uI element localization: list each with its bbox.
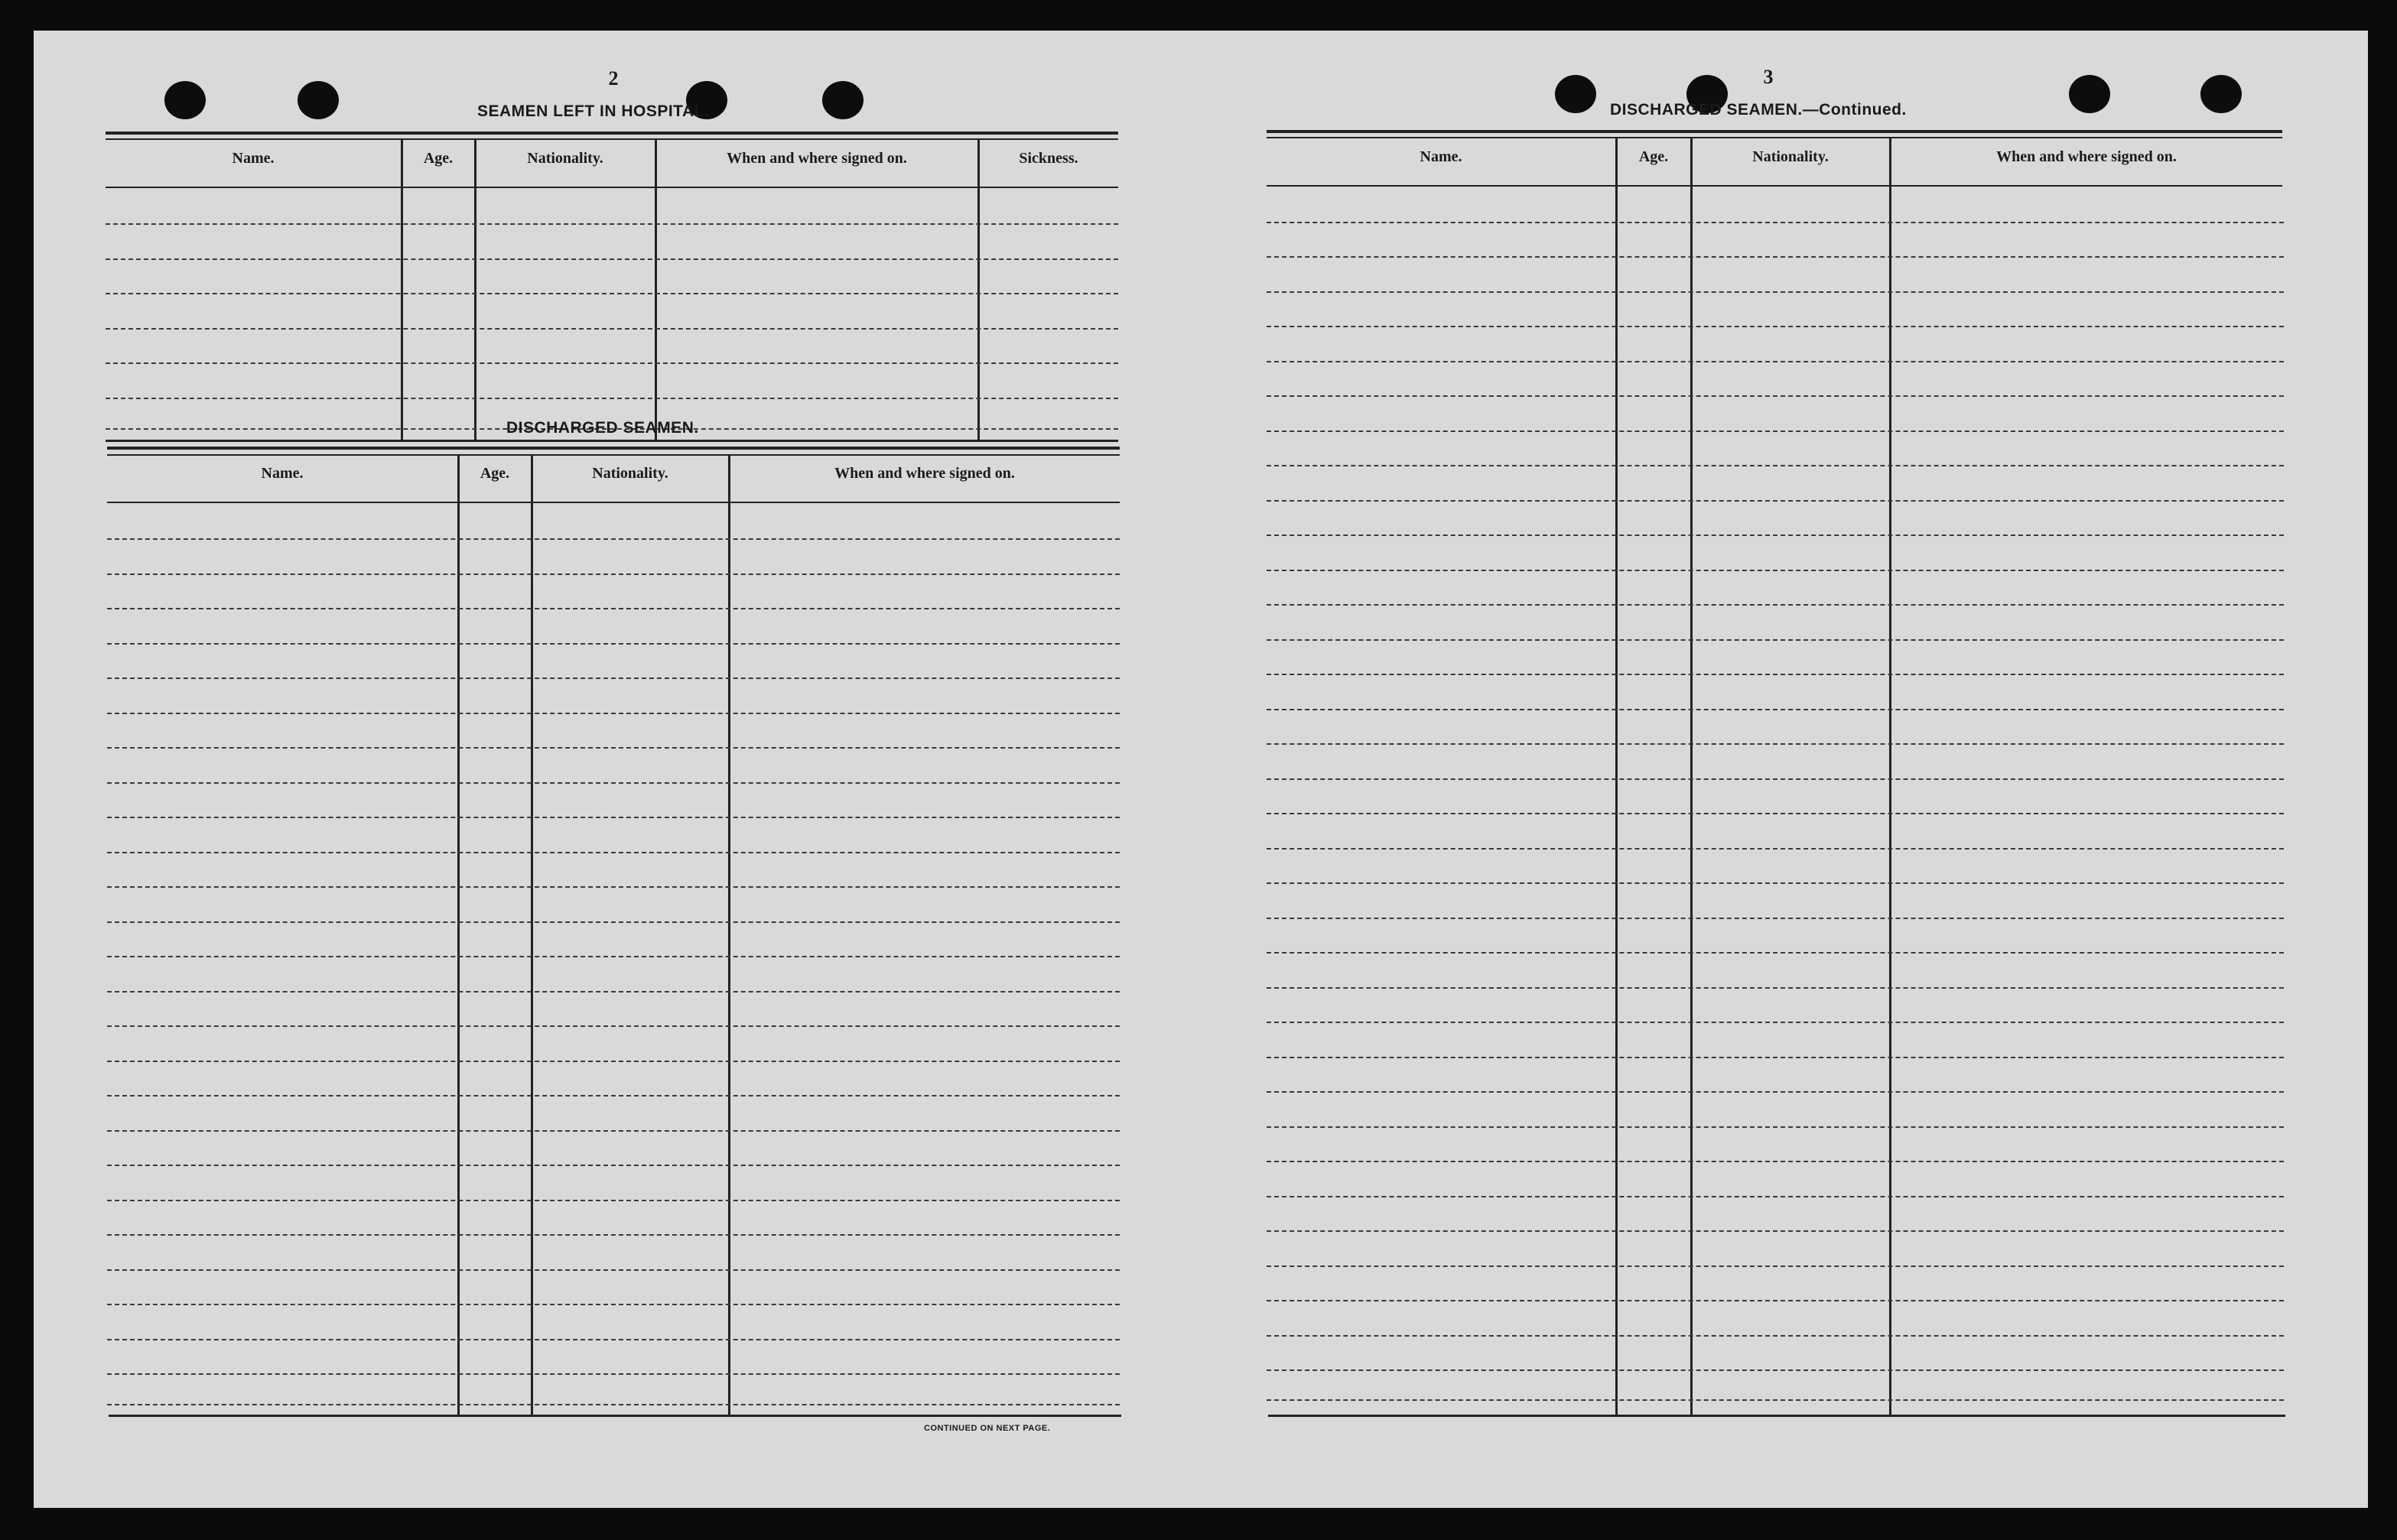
- form-sheet: [34, 31, 2368, 1508]
- punch-hole: [1555, 75, 1596, 113]
- hospital-col-sickness: Sickness.: [1019, 150, 1078, 167]
- hospital-section-title: SEAMEN LEFT IN HOSPITAL.: [477, 102, 710, 120]
- discharged-col-signed-on: When and where signed on.: [834, 465, 1015, 482]
- discharged-col-nationality: Nationality.: [592, 465, 668, 482]
- page-number-left: 2: [608, 67, 619, 89]
- punch-hole: [2200, 75, 2242, 113]
- discharged-col-age-right: Age.: [1638, 148, 1669, 165]
- discharged-col-signed-on-right: When and where signed on.: [1996, 148, 2177, 165]
- punch-hole: [822, 81, 864, 119]
- discharged-col-nationality-right: Nationality.: [1752, 148, 1829, 165]
- hospital-col-age: Age.: [423, 150, 454, 167]
- discharged-col-name-right: Name.: [1420, 148, 1462, 165]
- hospital-col-name: Name.: [232, 150, 275, 167]
- punch-hole: [2069, 75, 2110, 113]
- discharged-section-title-left: DISCHARGED SEAMEN.: [506, 419, 699, 437]
- punch-hole: [164, 81, 206, 119]
- continued-note: CONTINUED ON NEXT PAGE.: [924, 1424, 1051, 1433]
- page-number-right: 3: [1763, 66, 1774, 88]
- discharged-col-age: Age.: [480, 465, 510, 482]
- discharged-section-title-right: DISCHARGED SEAMEN.—Continued.: [1610, 101, 1907, 119]
- hospital-col-nationality: Nationality.: [527, 150, 603, 167]
- hospital-col-signed-on: When and where signed on.: [727, 150, 907, 167]
- punch-hole: [298, 81, 339, 119]
- discharged-col-name: Name.: [261, 465, 304, 482]
